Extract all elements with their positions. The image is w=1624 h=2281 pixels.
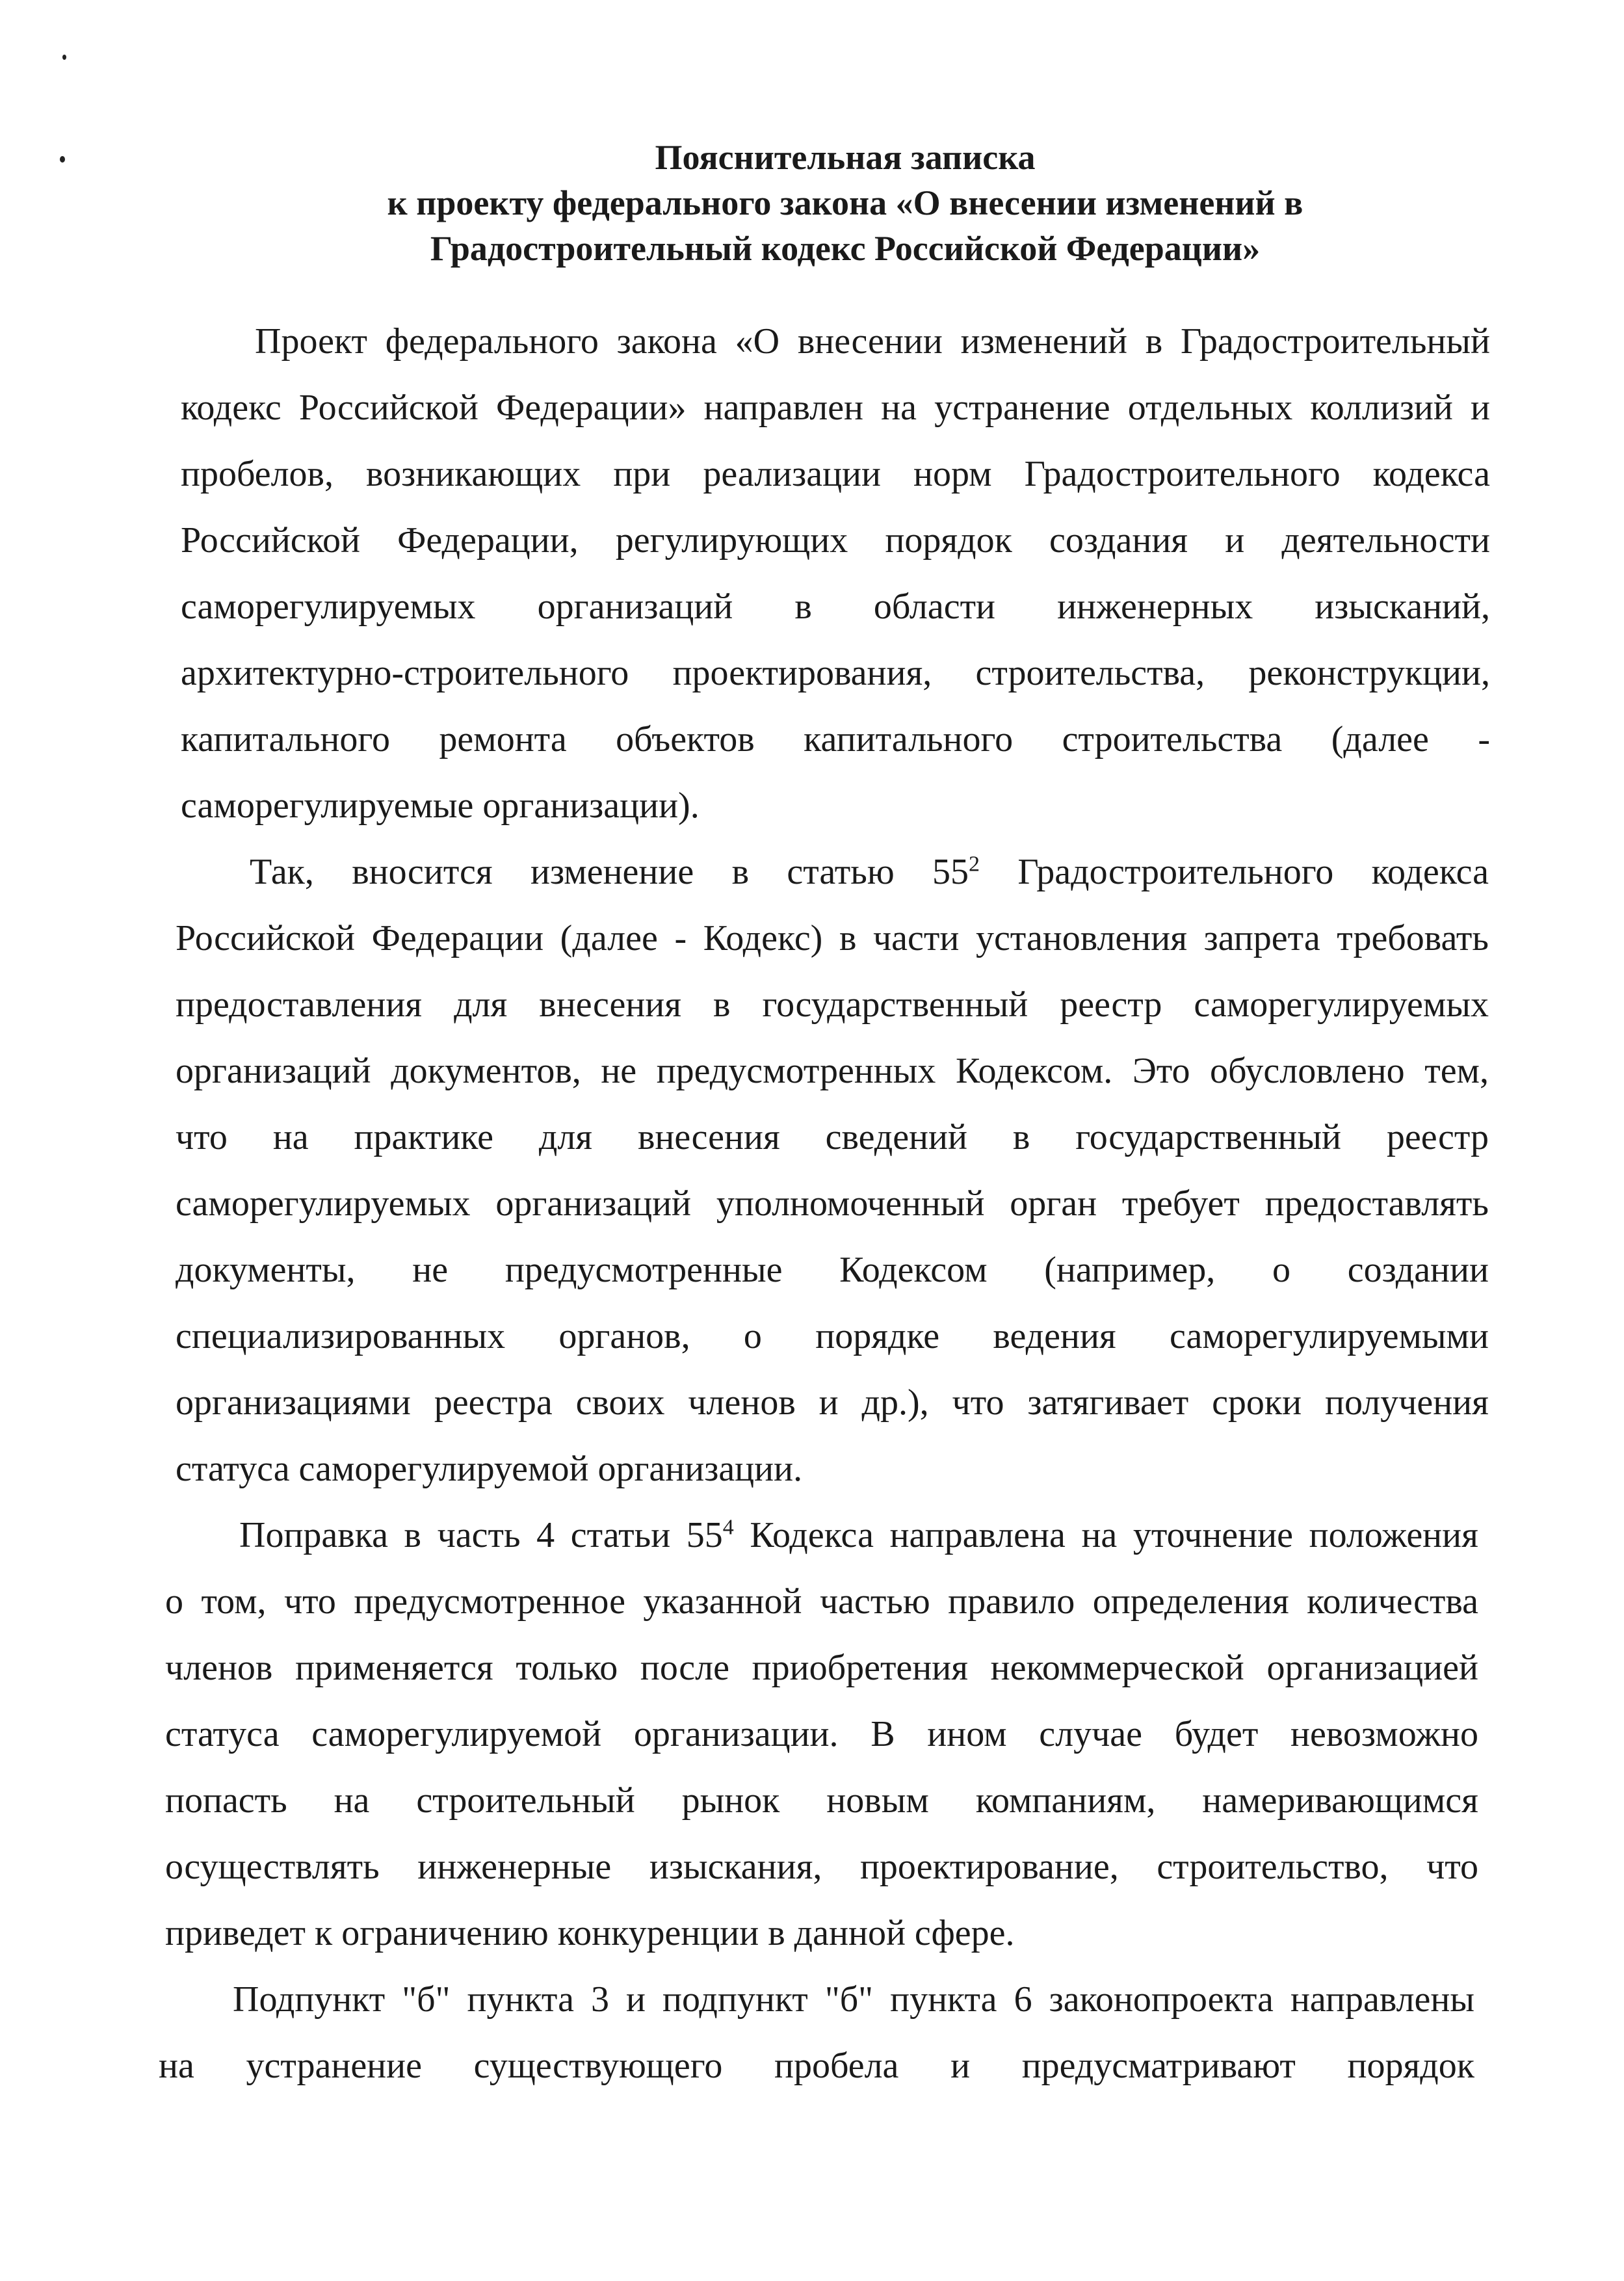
word: Федерации, <box>397 520 579 560</box>
paragraph-4-line <box>233 1977 1474 2022</box>
word: уполномоченный <box>716 1183 985 1224</box>
word: инженерных <box>1057 587 1253 627</box>
article-number: 55 <box>686 1515 723 1555</box>
word: внесения <box>539 984 682 1025</box>
document-title-line-3: Градостроительный кодекс Российской Федерации» <box>430 229 1261 268</box>
word: частью <box>819 1581 930 1622</box>
word: тем, <box>1424 1051 1489 1091</box>
word: «О <box>735 321 780 362</box>
article-superscript: 2 <box>969 852 980 877</box>
word: саморегулируемой <box>311 1714 602 1754</box>
word: (например, <box>1044 1250 1216 1290</box>
word: коллизий <box>1310 388 1453 428</box>
word: статьи <box>570 1515 671 1555</box>
word: Градостроительный <box>1181 321 1490 362</box>
word: реестр <box>1386 1117 1489 1157</box>
word: и <box>950 2046 971 2086</box>
word: В <box>871 1714 895 1754</box>
word: Так, <box>250 852 314 892</box>
word: в <box>839 918 857 958</box>
word: после <box>640 1648 729 1688</box>
word: на <box>881 388 917 428</box>
word: Градостроительного <box>1017 852 1334 892</box>
word: саморегулируемых <box>1194 984 1489 1025</box>
word: только <box>516 1648 618 1688</box>
word: существующего <box>473 2046 723 2086</box>
word: предоставления <box>176 984 423 1025</box>
word: 6 <box>1014 1979 1032 2020</box>
paragraph-2-line <box>176 1181 1489 1226</box>
word: законопроекта <box>1049 1979 1274 2020</box>
word: не <box>601 1051 637 1091</box>
word: организаций <box>495 1183 692 1224</box>
word: требует <box>1121 1183 1240 1224</box>
word: реестр <box>1060 984 1162 1025</box>
article-number: 55 <box>932 852 969 892</box>
paragraph-3-line: приведет к ограничению конкуренции в данной сфере. <box>165 1913 1015 1953</box>
word: 3 <box>590 1979 609 2020</box>
word: строительство, <box>1157 1847 1389 1887</box>
word: сведений <box>825 1117 967 1157</box>
word: намеривающимся <box>1202 1780 1478 1821</box>
word: реализации <box>703 454 881 494</box>
word: регулирующих <box>615 520 848 560</box>
word: 4 <box>536 1515 555 1555</box>
word: практике <box>354 1117 493 1157</box>
word: норм <box>913 454 992 494</box>
paragraph-2-line <box>250 849 1489 895</box>
paragraph-3-line <box>165 1711 1478 1757</box>
word: что <box>952 1382 1004 1423</box>
word: в <box>1145 321 1163 362</box>
word: - <box>674 918 687 958</box>
word: пункта <box>467 1979 574 2020</box>
word: внесении <box>797 321 943 362</box>
word: Проект <box>255 321 367 362</box>
paragraph-1-line <box>255 319 1490 364</box>
word: попасть <box>165 1780 287 1821</box>
word: капитального <box>804 719 1014 759</box>
word: что <box>176 1117 228 1157</box>
word: предоставлять <box>1264 1183 1489 1224</box>
word: и <box>1225 520 1245 560</box>
word: области <box>873 587 996 627</box>
word: уточнение <box>1133 1515 1293 1555</box>
word: требовать <box>1337 918 1489 958</box>
word: в <box>731 852 750 892</box>
word: пробелов, <box>181 454 334 494</box>
word: части <box>873 918 960 958</box>
word: указанной <box>643 1581 802 1622</box>
word: порядок <box>885 520 1012 560</box>
word: предусмотренные <box>504 1250 783 1290</box>
word: Это <box>1132 1051 1190 1091</box>
word: организациями <box>176 1382 411 1423</box>
word: организации. <box>633 1714 839 1754</box>
word: Федерации» <box>496 388 687 428</box>
word: положения <box>1309 1515 1478 1555</box>
word: и <box>626 1979 646 2020</box>
word: в <box>404 1515 421 1555</box>
word: Федерации <box>371 918 544 958</box>
word: на <box>334 1780 370 1821</box>
paragraph-2-line: статуса саморегулируемой организации. <box>176 1449 803 1489</box>
word: порядке <box>815 1316 940 1356</box>
word: и <box>819 1382 839 1423</box>
paragraph-2-line <box>176 1114 1489 1160</box>
word: "б" <box>402 1979 451 2020</box>
word: орган <box>1010 1183 1097 1224</box>
word: на <box>159 2046 194 2086</box>
paragraph-3-line <box>165 1778 1478 1823</box>
word: на <box>1081 1515 1118 1555</box>
word: кодекс <box>181 388 282 428</box>
word: и <box>1471 388 1490 428</box>
word: строительства <box>1062 719 1283 759</box>
word: специализированных <box>176 1316 506 1356</box>
paragraph-1-line <box>181 385 1490 430</box>
word: саморегулируемых <box>181 587 476 627</box>
word: применяется <box>295 1648 493 1688</box>
word: случае <box>1039 1714 1142 1754</box>
word: документов, <box>391 1051 581 1091</box>
word: пункта <box>890 1979 997 2020</box>
word: приобретения <box>752 1648 968 1688</box>
word: о <box>743 1316 762 1356</box>
word: государственный <box>762 984 1028 1025</box>
article-reference <box>687 1512 734 1558</box>
paragraph-3-line <box>165 1844 1478 1890</box>
word: Российской <box>298 388 478 428</box>
paragraph-3-line <box>239 1512 1478 1558</box>
word: документы, <box>176 1250 356 1290</box>
word: при <box>613 454 671 494</box>
paragraph-2-line <box>176 1313 1489 1359</box>
word: количества <box>1307 1581 1478 1622</box>
word: внесения <box>637 1117 780 1157</box>
word: архитектурно-строительного <box>181 653 629 693</box>
word: предусматривают <box>1021 2046 1296 2086</box>
word: для <box>454 984 508 1025</box>
scan-speck <box>60 156 65 163</box>
paragraph-2-line <box>176 982 1489 1027</box>
article-reference <box>932 849 980 895</box>
word: Российской <box>176 918 355 958</box>
word: возникающих <box>366 454 581 494</box>
word: изысканий, <box>1315 587 1490 627</box>
word: др.), <box>861 1382 929 1423</box>
word: получения <box>1325 1382 1489 1423</box>
word: осуществлять <box>165 1847 380 1887</box>
word: государственный <box>1075 1117 1341 1157</box>
word: Поправка <box>239 1515 388 1555</box>
document-title-line-2: к проекту федерального закона «О внесении изменений в <box>387 183 1303 222</box>
word: что <box>1426 1847 1478 1887</box>
word: обусловлено <box>1210 1051 1405 1091</box>
word: некоммерческой <box>990 1648 1244 1688</box>
word: - <box>1478 719 1490 759</box>
word: Градостроительного <box>1024 454 1341 494</box>
paragraph-3-line <box>165 1579 1478 1624</box>
word: для <box>538 1117 593 1157</box>
word: установления <box>975 918 1187 958</box>
word: инженерные <box>417 1847 612 1887</box>
word: изыскания, <box>649 1847 822 1887</box>
word: часть <box>437 1515 521 1555</box>
word: объектов <box>616 719 755 759</box>
paragraph-1-line <box>181 717 1490 762</box>
word: Кодексом. <box>955 1051 1113 1091</box>
word: строительный <box>416 1780 635 1821</box>
word: организаций <box>176 1051 371 1091</box>
word: порядок <box>1347 2046 1474 2086</box>
word: предусмотренное <box>354 1581 625 1622</box>
word: реконструкции, <box>1248 653 1490 693</box>
paragraph-4-line <box>159 2043 1474 2089</box>
word: устранение <box>246 2046 422 2086</box>
word: саморегулируемыми <box>1169 1316 1489 1356</box>
word: реестра <box>434 1382 553 1423</box>
word: "б" <box>824 1979 874 2020</box>
paragraph-1-line: саморегулируемые организации). <box>181 785 700 826</box>
word: ведения <box>993 1316 1116 1356</box>
word: деятельности <box>1281 520 1490 560</box>
word: строительства, <box>975 653 1205 693</box>
word: создании <box>1347 1250 1489 1290</box>
word: предусмотренных <box>656 1051 936 1091</box>
word: том, <box>201 1581 267 1622</box>
word: Подпункт <box>233 1979 386 2020</box>
paragraph-2-line <box>176 1048 1489 1094</box>
word: новым <box>826 1780 929 1821</box>
word: кодекса <box>1371 852 1489 892</box>
word: кодекса <box>1372 454 1490 494</box>
word: организаций <box>537 587 733 627</box>
word: изменение <box>530 852 694 892</box>
word: направлен <box>703 388 864 428</box>
paragraph-2-line <box>176 916 1489 961</box>
word: сроки <box>1212 1382 1302 1423</box>
paragraph-2-line <box>176 1247 1489 1293</box>
word: своих <box>575 1382 665 1423</box>
word: определения <box>1092 1581 1289 1622</box>
paragraph-1-line <box>181 451 1490 497</box>
word: правило <box>948 1581 1075 1622</box>
word: подпункт <box>662 1979 808 2020</box>
word: не <box>412 1250 449 1290</box>
word: членов <box>165 1648 273 1688</box>
word: направлены <box>1290 1979 1474 2020</box>
word: в <box>1012 1117 1030 1157</box>
word: компаниям, <box>975 1780 1156 1821</box>
word: саморегулируемых <box>176 1183 471 1224</box>
word: ремонта <box>439 719 567 759</box>
word: устранение <box>934 388 1110 428</box>
word: изменений <box>960 321 1127 362</box>
word: о <box>1272 1250 1290 1290</box>
word: органов, <box>558 1316 690 1356</box>
word: статью <box>787 852 895 892</box>
word: проектирование, <box>859 1847 1119 1887</box>
word: что <box>283 1581 336 1622</box>
word: Кодексом <box>839 1250 988 1290</box>
word: затягивает <box>1027 1382 1189 1423</box>
paragraph-2-line <box>176 1380 1489 1425</box>
word: членов <box>688 1382 796 1423</box>
word: Кодекса <box>750 1515 874 1555</box>
word: вносится <box>352 852 493 892</box>
word: Кодекс) <box>703 918 823 958</box>
paragraph-1-line <box>181 518 1490 563</box>
paragraph-3-line <box>165 1645 1478 1691</box>
word: на <box>272 1117 309 1157</box>
article-superscript: 4 <box>722 1515 734 1540</box>
scan-speck <box>62 55 66 60</box>
word: проектирования, <box>672 653 932 693</box>
document-title-line-1: Пояснительная записка <box>655 138 1036 177</box>
word: рынок <box>681 1780 780 1821</box>
word: создания <box>1049 520 1188 560</box>
word: закона <box>616 321 717 362</box>
word: о <box>165 1581 183 1622</box>
word: отдельных <box>1127 388 1293 428</box>
word: федерального <box>385 321 599 362</box>
word: невозможно <box>1290 1714 1478 1754</box>
word: пробела <box>774 2046 899 2086</box>
word: направлена <box>889 1515 1066 1555</box>
word: организацией <box>1266 1648 1478 1688</box>
word: (далее <box>560 918 658 958</box>
word: капитального <box>181 719 390 759</box>
word: ином <box>927 1714 1007 1754</box>
word: в <box>713 984 731 1025</box>
paragraph-1-line <box>181 584 1490 629</box>
word: статуса <box>165 1714 280 1754</box>
paragraph-1-line <box>181 650 1490 696</box>
word: Российской <box>181 520 360 560</box>
word: в <box>794 587 812 627</box>
word: будет <box>1174 1714 1259 1754</box>
word: запрета <box>1203 918 1320 958</box>
word: (далее <box>1331 719 1429 759</box>
